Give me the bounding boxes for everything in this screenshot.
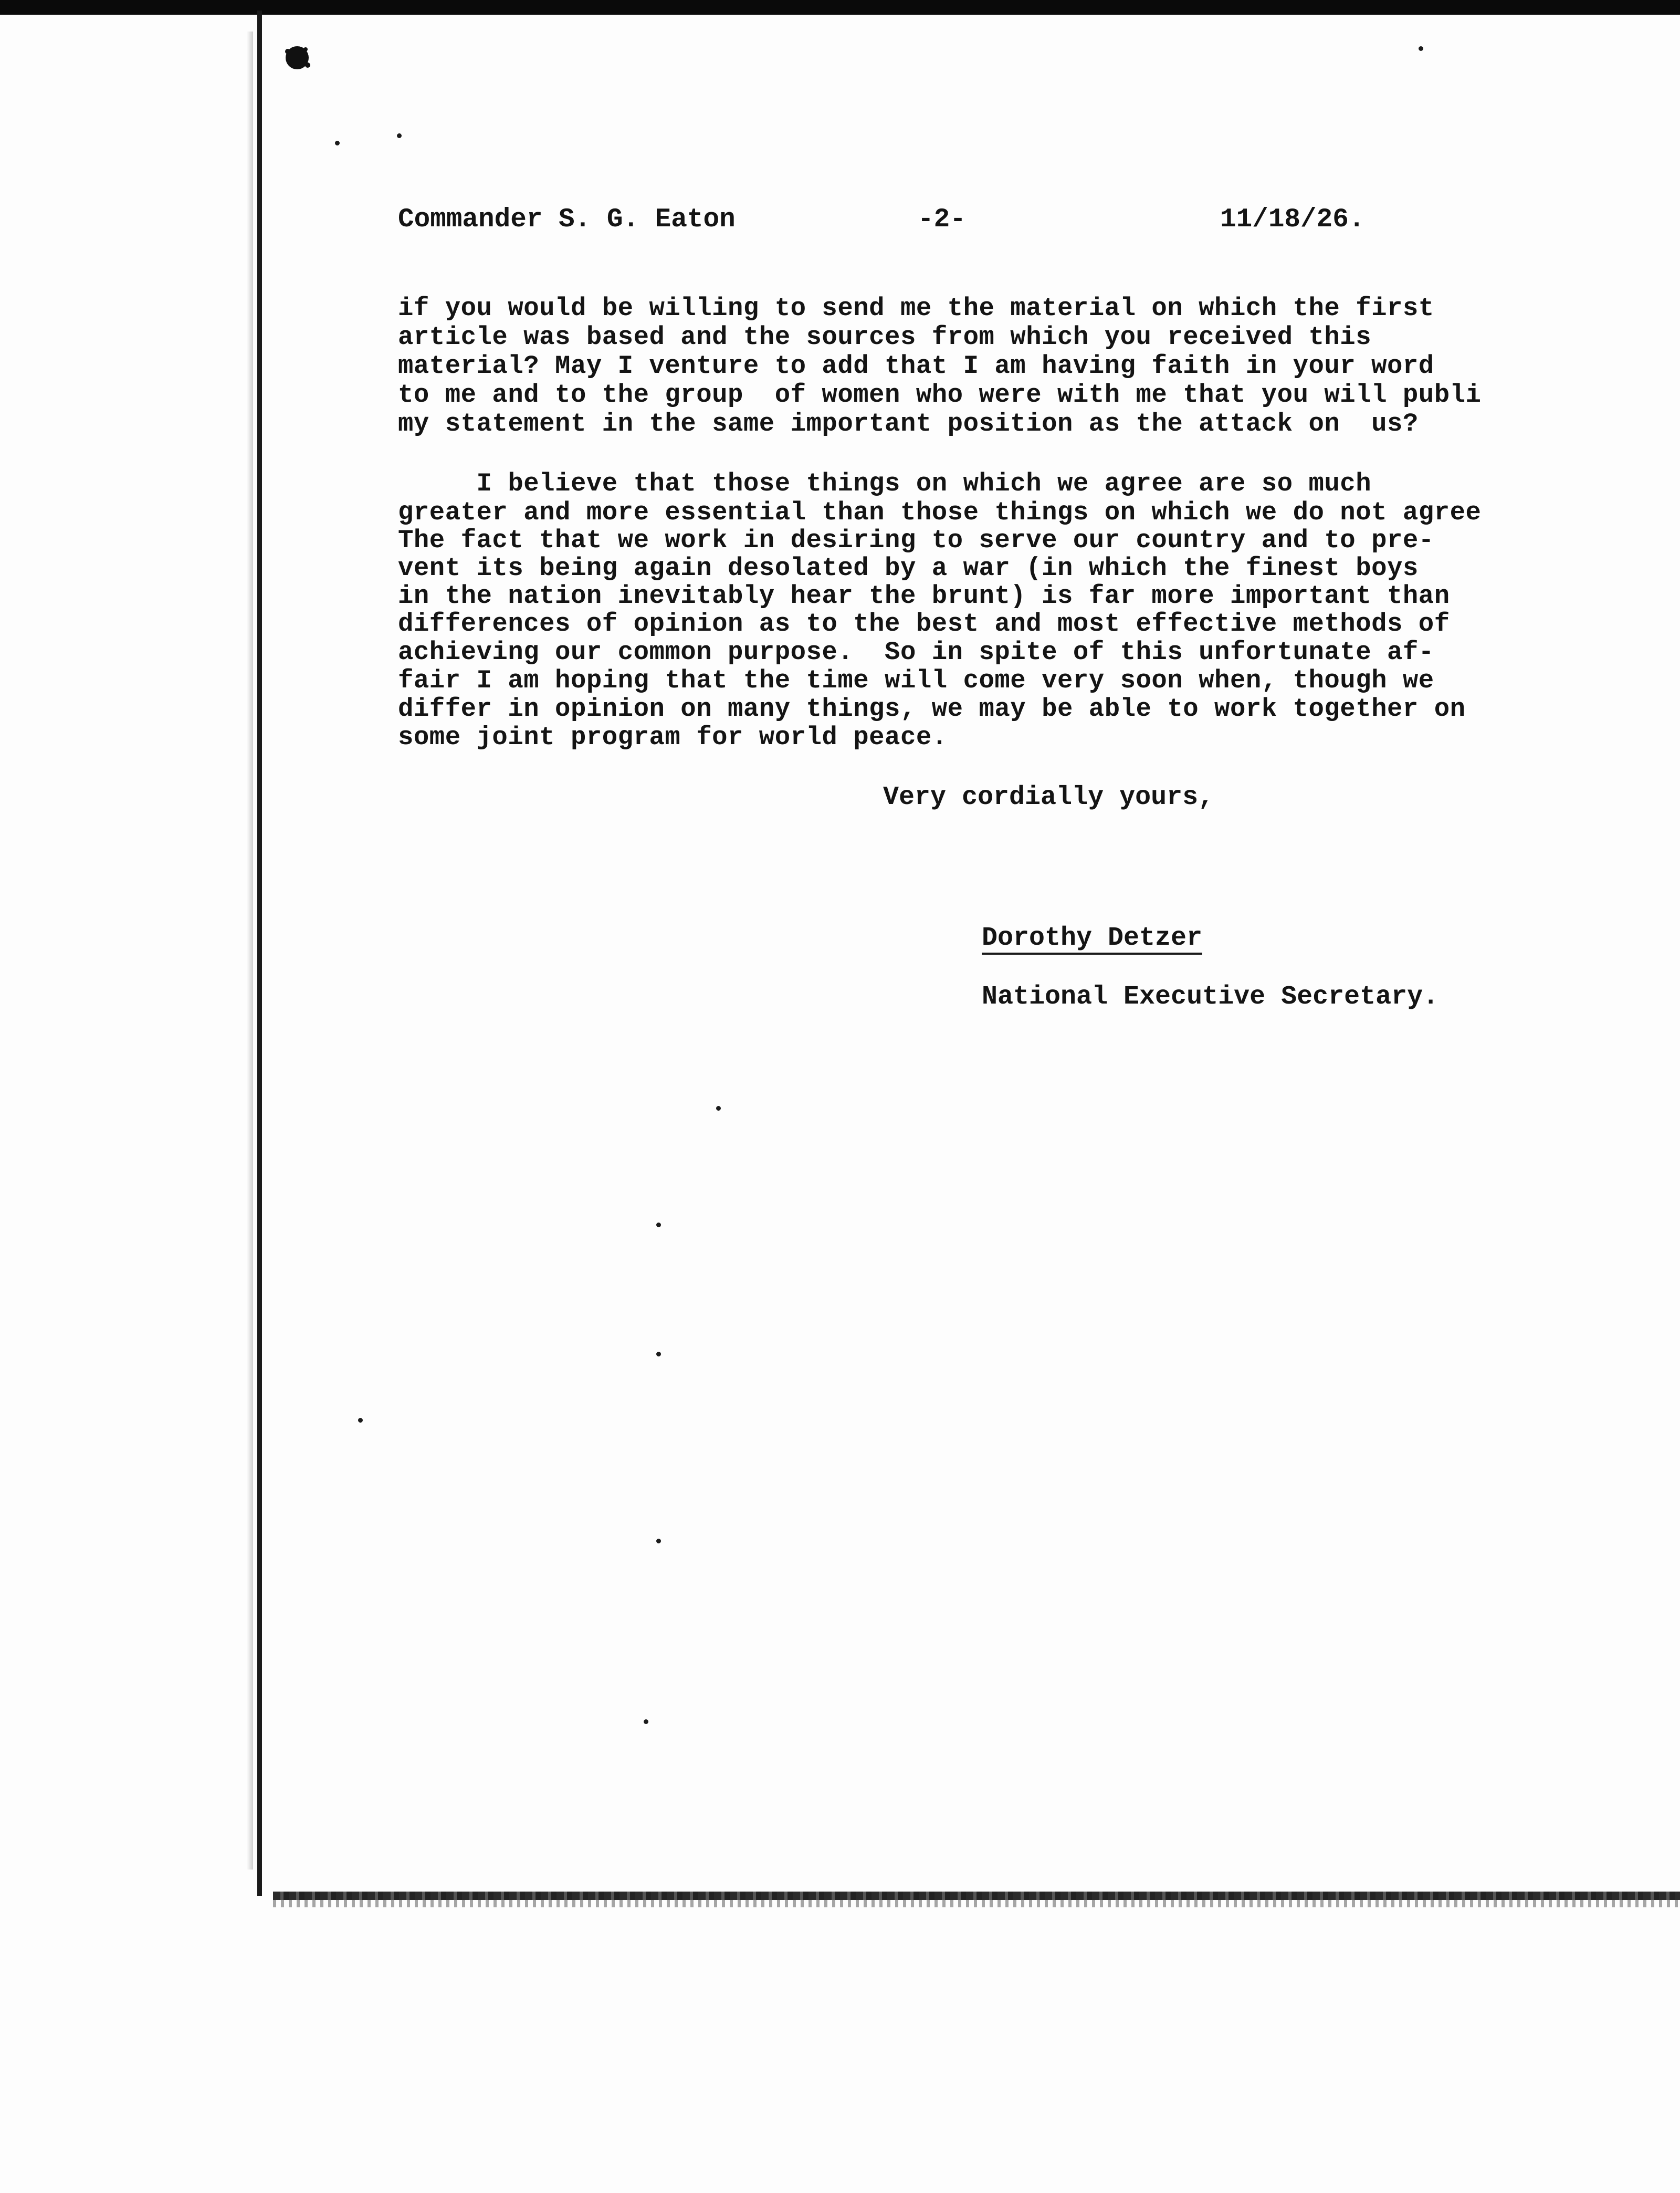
scan-top-border [0, 0, 1680, 15]
punch-hole-mark [281, 42, 313, 74]
recipient-name: Commander S. G. Eaton [398, 205, 736, 235]
closing-salutation: Very cordially yours, [883, 782, 1214, 812]
body-line: material? May I venture to add that I am having faith in your word [398, 351, 1434, 381]
scan-speck [335, 141, 340, 145]
body-line: achieving our common purpose. So in spite of this unfortunate af- [398, 638, 1434, 667]
body-line: fair I am hoping that the time will come very soon when, though we [398, 666, 1434, 695]
body-line: my statement in the same important position as the attack on us? [398, 409, 1419, 438]
body-line: some joint program for world peace. [398, 723, 948, 752]
body-line: article was based and the sources from which you received this [398, 322, 1372, 352]
scan-speck [656, 1352, 661, 1356]
scan-left-shadow [247, 32, 253, 1870]
body-line: greater and more essential than those things on which we do not agree [398, 498, 1482, 527]
scan-speck [358, 1418, 363, 1423]
body-line: differences of opinion as to the best and most effective methods of [398, 609, 1450, 639]
scan-bottom-noise [273, 1900, 1680, 1907]
scan-speck [656, 1223, 661, 1227]
body-line: to me and to the group of women who were with me that you will publi [398, 380, 1482, 410]
scan-speck [397, 133, 402, 138]
body-line: differ in opinion on many things, we may be able to work together on [398, 694, 1466, 724]
body-line: The fact that we work in desiring to serve our country and to pre- [398, 526, 1434, 555]
signer-name: Dorothy Detzer [982, 925, 1202, 955]
body-line: I believe that those things on which we agree are so much [398, 469, 1372, 498]
body-line: vent its being again desolated by a war (in which the finest boys [398, 554, 1419, 583]
scan-speck [1419, 46, 1423, 51]
body-line: in the nation inevitably hear the brunt) is far more important than [398, 581, 1450, 611]
scan-speck [656, 1539, 661, 1543]
signer-title: National Executive Secretary. [982, 982, 1439, 1012]
body-line: if you would be willing to send me the material on which the first [398, 294, 1434, 323]
scan-left-border [257, 11, 262, 1896]
scan-bottom-border [273, 1892, 1680, 1900]
scan-speck [716, 1106, 721, 1111]
page-number: -2- [918, 205, 966, 235]
letter-date: 11/18/26. [1220, 205, 1365, 235]
scan-speck [644, 1719, 648, 1724]
